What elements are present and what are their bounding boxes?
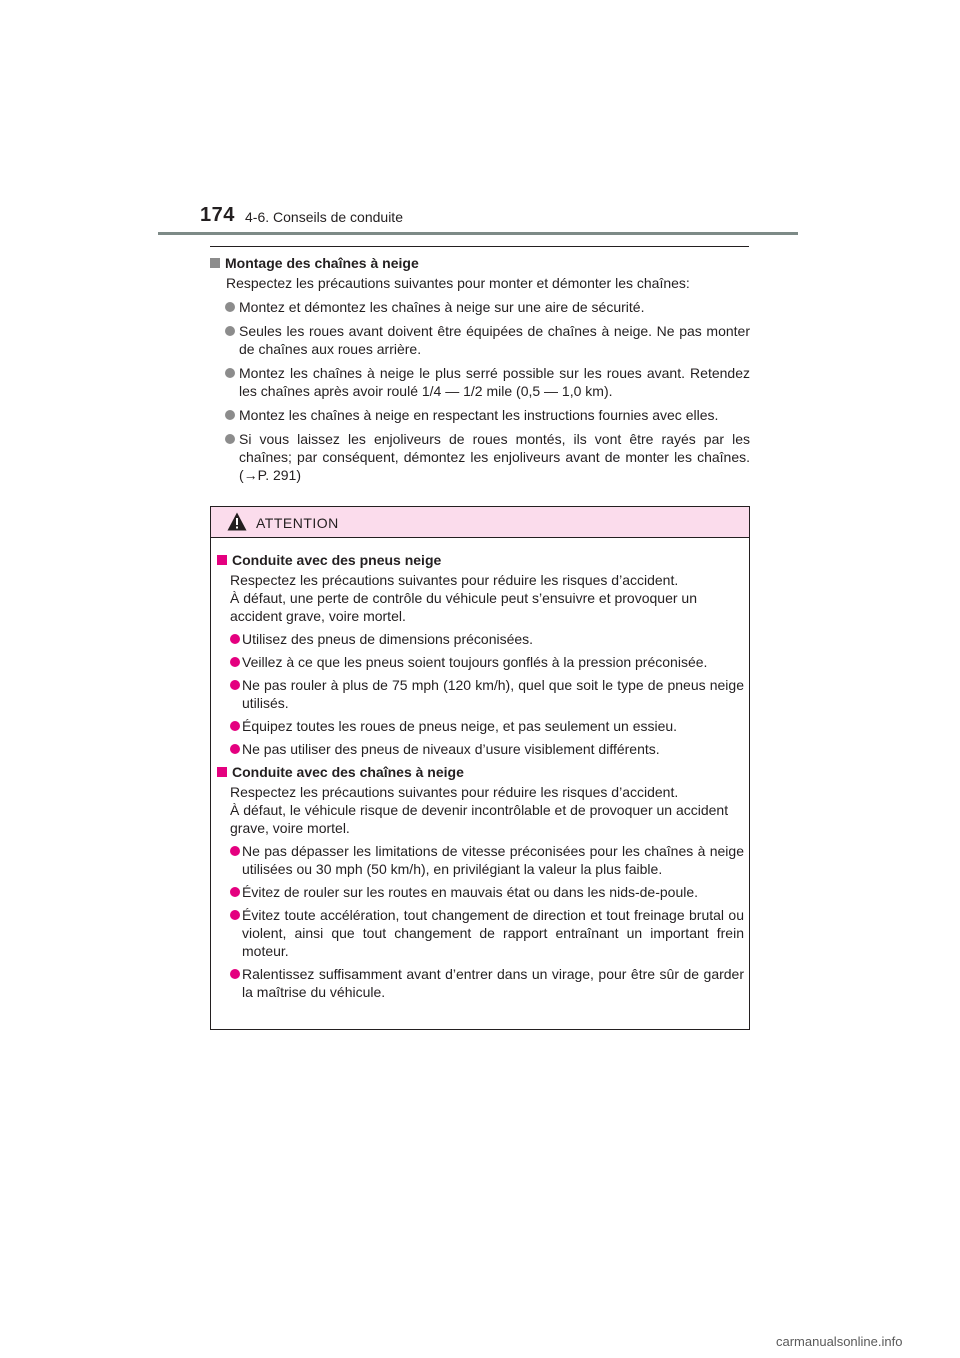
list-item-text: Montez les chaînes à neige le plus serré possible sur les roues avant. Retendez les chaînes après avoir roulé 1/4 — 1/2 mile (0,5 — 1,0 km). (239, 365, 750, 399)
list-item (217, 630, 744, 648)
round-bullet-icon (225, 434, 235, 444)
list-item (217, 906, 744, 960)
warning-intro (230, 783, 744, 837)
warning-intro-line: Respectez les précautions suivantes pour réduire les risques d’accident. (230, 572, 679, 588)
warning-intro-line: À défaut, le véhicule risque de devenir incontrôlable et de provoquer un accident grave, voire mortel. (230, 802, 729, 836)
round-bullet-icon (230, 721, 240, 731)
warning-body (211, 538, 749, 1001)
round-bullet-icon (230, 680, 240, 690)
list-item-text: Ne pas rouler à plus de 75 mph (120 km/h), quel que soit le type de pneus neige utilisés. (242, 677, 744, 711)
header-rule (158, 232, 798, 235)
warning-heading-text: Conduite avec des chaînes à neige (232, 764, 464, 780)
warning-intro-line: Respectez les précautions suivantes pour réduire les risques d’accident. (230, 784, 679, 800)
square-bullet-icon (217, 767, 227, 777)
list-item-text: Veillez à ce que les pneus soient toujours gonflés à la pression préconisée. (242, 654, 708, 670)
round-bullet-icon (230, 910, 240, 920)
list-item (210, 298, 750, 316)
round-bullet-icon (230, 634, 240, 644)
list-item (217, 740, 744, 758)
warning-bullet-list (217, 630, 744, 758)
list-item-text: Évitez de rouler sur les routes en mauvais état ou dans les nids-de-poule. (242, 884, 699, 900)
list-item-text: Ralentissez suffisamment avant d’entrer dans un virage, pour être sûr de garder la maîtrise du véhicule. (242, 966, 744, 1000)
list-item (217, 883, 744, 901)
list-item (217, 965, 744, 1001)
list-item-text: Équipez toutes les roues de pneus neige, et pas seulement un essieu. (242, 718, 678, 734)
list-item-text: Montez et démontez les chaînes à neige sur une aire de sécurité. (239, 299, 645, 315)
warning-bullet-list (217, 842, 744, 1001)
warning-group-snow-tires (217, 551, 744, 758)
list-item-text: Utilisez des pneus de dimensions préconisées. (242, 631, 534, 647)
round-bullet-icon (230, 969, 240, 979)
round-bullet-icon (225, 410, 235, 420)
list-item (210, 322, 750, 358)
list-item-text: Ne pas utiliser des pneus de niveaux d’usure visiblement différents. (242, 741, 660, 757)
warning-label: ATTENTION (256, 515, 339, 531)
warning-heading-snow-chains (217, 763, 744, 781)
list-item (217, 842, 744, 878)
watermark: carmanualsonline.info (776, 1334, 903, 1349)
content-divider (210, 246, 749, 247)
warning-heading-snow-tires (217, 551, 744, 569)
warning-group-snow-chains (217, 763, 744, 1001)
montage-heading (210, 254, 750, 272)
round-bullet-icon (230, 744, 240, 754)
round-bullet-icon (230, 846, 240, 856)
list-item (210, 430, 750, 484)
page-number: 174 (200, 204, 235, 226)
round-bullet-icon (225, 326, 235, 336)
montage-heading-text: Montage des chaînes à neige (225, 255, 419, 271)
list-item (210, 364, 750, 400)
montage-bullet-list (210, 298, 750, 484)
list-item-text: Si vous laissez les enjoliveurs de roues montés, ils vont être rayés par les chaînes; par conséquent, démontez les enjoliveurs avant de monter les chaînes. (→P. 291) (239, 431, 750, 483)
montage-intro: Respectez les précautions suivantes pour monter et démonter les chaînes: (226, 275, 690, 291)
list-item (217, 717, 744, 735)
warning-header (211, 507, 749, 538)
list-item (210, 406, 750, 424)
montage-section (210, 254, 750, 490)
square-bullet-icon (217, 555, 227, 565)
list-item (217, 676, 744, 712)
page-header (0, 0, 960, 240)
warning-intro (230, 571, 744, 625)
round-bullet-icon (230, 657, 240, 667)
warning-intro-line: À défaut, une perte de contrôle du véhicule peut s’ensuivre et provoquer un accident grave, voire mortel. (230, 590, 697, 624)
list-item-text: Montez les chaînes à neige en respectant les instructions fournies avec elles. (239, 407, 719, 423)
warning-heading-text: Conduite avec des pneus neige (232, 552, 442, 568)
round-bullet-icon (225, 368, 235, 378)
round-bullet-icon (225, 302, 235, 312)
square-bullet-icon (210, 258, 220, 268)
section-title: 4-6. Conseils de conduite (245, 209, 403, 225)
list-item-text: Évitez toute accélération, tout changement de direction et tout freinage brutal ou violent, ainsi que tout changement de rapport entraînant un important frein moteur. (242, 907, 744, 959)
round-bullet-icon (230, 887, 240, 897)
list-item-text: Seules les roues avant doivent être équipées de chaînes à neige. Ne pas monter de chaînes aux roues arrière. (239, 323, 750, 357)
list-item (217, 653, 744, 671)
warning-triangle-icon (227, 512, 247, 531)
list-item-text: Ne pas dépasser les limitations de vitesse préconisées pour les chaînes à neige utilisées ou 30 mph (50 km/h), en privilégiant la valeur la plus faible. (242, 843, 744, 877)
warning-box (210, 506, 750, 1030)
